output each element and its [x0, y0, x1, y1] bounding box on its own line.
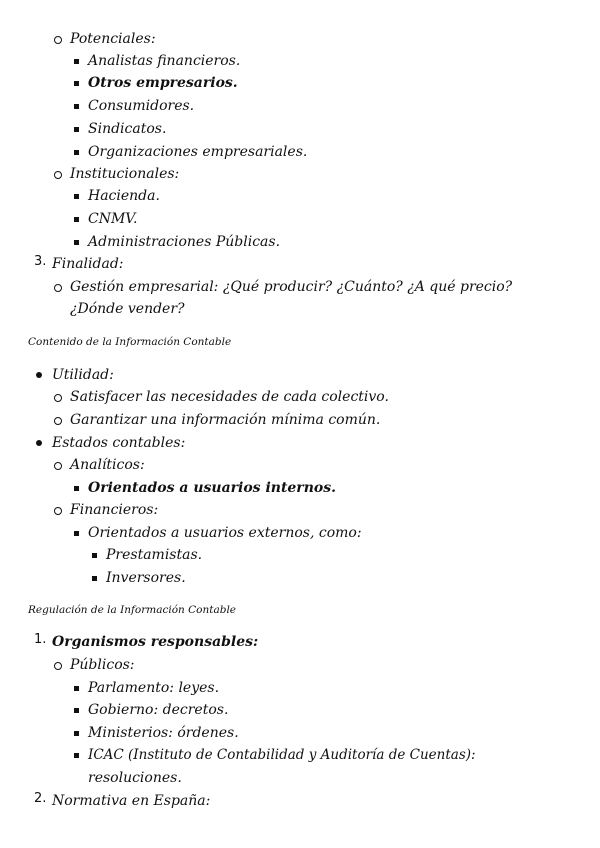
list-item-analiticos: Analíticos: — [70, 457, 145, 473]
list-number: 1. — [34, 632, 47, 647]
square-bullet-icon — [74, 486, 79, 491]
list-item-gobierno: Gobierno: decretos. — [88, 702, 229, 718]
list-item-garantizar: Garantizar una información mínima común. — [70, 412, 381, 428]
list-item-otros-empresarios: Otros empresarios. — [88, 75, 238, 91]
square-bullet-icon — [74, 104, 79, 109]
circle-bullet-icon — [54, 462, 62, 470]
circle-bullet-icon — [54, 417, 62, 425]
list-item-normativa: Normativa en España: — [52, 793, 211, 809]
list-item-potenciales: Potenciales: — [70, 31, 156, 47]
circle-bullet-icon — [54, 284, 62, 292]
square-bullet-icon — [74, 150, 79, 155]
square-bullet-icon — [92, 576, 97, 581]
list-item-hacienda: Hacienda. — [88, 188, 160, 204]
square-bullet-icon — [74, 531, 79, 536]
disc-bullet-icon — [36, 372, 42, 378]
list-item-publicos: Públicos: — [70, 657, 135, 673]
list-item-finalidad: Finalidad: — [52, 256, 124, 272]
circle-bullet-icon — [54, 36, 62, 44]
list-item-orientados-internos: Orientados a usuarios internos. — [88, 480, 336, 496]
circle-bullet-icon — [54, 662, 62, 670]
list-item-organismos: Organismos responsables: — [52, 634, 259, 650]
list-item-institucionales: Institucionales: — [70, 166, 180, 182]
square-bullet-icon — [74, 240, 79, 245]
square-bullet-icon — [74, 59, 79, 64]
list-item-prestamistas: Prestamistas. — [106, 547, 203, 563]
list-item-icac-line2: resoluciones. — [88, 770, 182, 786]
circle-bullet-icon — [54, 171, 62, 179]
list-item-financieros: Financieros: — [70, 502, 159, 518]
list-number: 3. — [34, 254, 47, 269]
list-item-ministerios: Ministerios: órdenes. — [88, 725, 239, 741]
list-item-orientados-externos: Orientados a usuarios externos, como: — [88, 525, 362, 541]
circle-bullet-icon — [54, 394, 62, 402]
list-item-organizaciones: Organizaciones empresariales. — [88, 144, 308, 160]
list-item-gestion-line2: ¿Dónde vender? — [70, 301, 185, 317]
circle-bullet-icon — [54, 507, 62, 515]
list-item-inversores: Inversores. — [106, 570, 186, 586]
square-bullet-icon — [74, 708, 79, 713]
square-bullet-icon — [74, 194, 79, 199]
list-item-satisfacer: Satisfacer las necesidades de cada colectivo. — [70, 389, 389, 405]
section-heading-regulacion: Regulación de la Información Contable — [28, 604, 237, 616]
square-bullet-icon — [74, 753, 79, 758]
list-item-administraciones: Administraciones Públicas. — [88, 234, 281, 250]
list-item-icac-line1: ICAC (Instituto de Contabilidad y Auditoría de Cuentas): — [88, 747, 476, 763]
square-bullet-icon — [74, 127, 79, 132]
list-number: 2. — [34, 791, 47, 806]
square-bullet-icon — [74, 731, 79, 736]
list-item-analistas: Analistas financieros. — [88, 53, 241, 69]
disc-bullet-icon — [36, 440, 42, 446]
section-heading-contenido: Contenido de la Información Contable — [28, 336, 232, 348]
square-bullet-icon — [74, 217, 79, 222]
list-item-gestion-line1: Gestión empresarial: ¿Qué producir? ¿Cuánto? ¿A qué precio? — [70, 279, 513, 295]
list-item-sindicatos: Sindicatos. — [88, 121, 167, 137]
list-item-utilidad: Utilidad: — [52, 367, 114, 383]
list-item-consumidores: Consumidores. — [88, 98, 195, 114]
list-item-parlamento: Parlamento: leyes. — [88, 680, 220, 696]
square-bullet-icon — [74, 81, 79, 86]
square-bullet-icon — [74, 686, 79, 691]
square-bullet-icon — [92, 553, 97, 558]
list-item-estados: Estados contables: — [52, 435, 186, 451]
list-item-cnmv: CNMV. — [88, 211, 138, 227]
